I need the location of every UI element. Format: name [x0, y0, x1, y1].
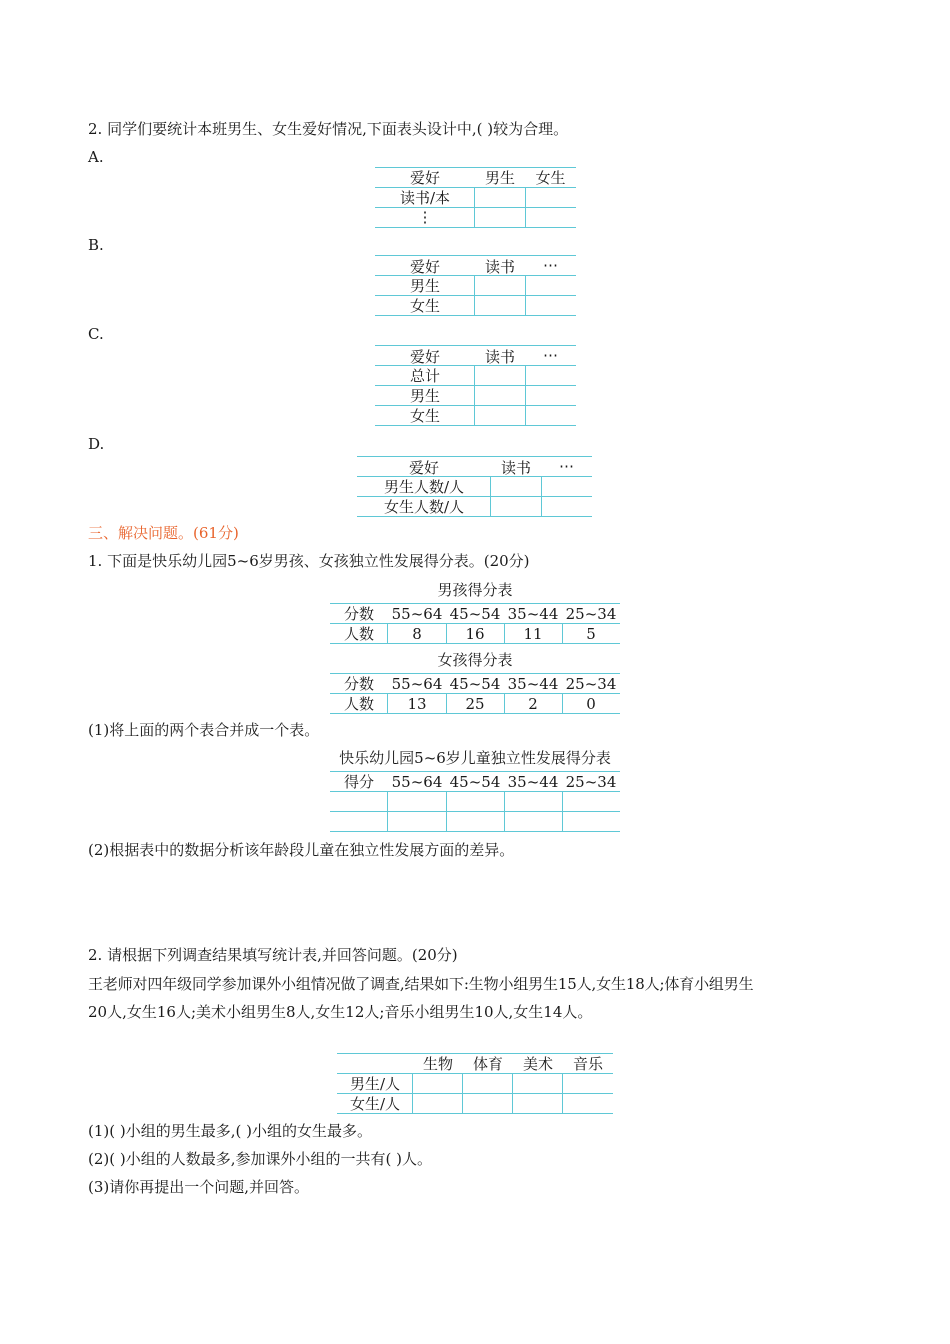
boys-header-55-64: 55~64: [391, 605, 443, 623]
merged-header-score: 得分: [343, 773, 374, 791]
girls-count-25-34: 0: [586, 695, 596, 713]
girls-count-55-64: 13: [407, 695, 427, 713]
option-c-header-reading: 读书: [484, 348, 515, 366]
girls-row-label: 人数: [343, 695, 374, 713]
merged-header-25-34: 25~34: [565, 773, 617, 791]
boys-row-label: 人数: [343, 625, 374, 643]
problem-2-sub-1: (1)( )小组的男生最多,( )小组的女生最多。: [88, 1122, 372, 1140]
option-a-table: [375, 167, 576, 229]
problem-1-sub-2: (2)根据表中的数据分析该年龄段儿童在独立性发展方面的差异。: [88, 841, 515, 859]
merged-header-55-64: 55~64: [391, 773, 443, 791]
option-a-row-reading: 读书/本: [399, 189, 451, 207]
option-b-row-boys: 男生: [409, 277, 440, 295]
group-header-art: 美术: [522, 1055, 553, 1073]
girls-header-55-64: 55~64: [391, 675, 443, 693]
boys-header-score: 分数: [343, 605, 374, 623]
problem-2-text-line-2: 20人,女生16人;美术小组男生8人,女生12人;音乐小组男生10人,女生14人。: [88, 1003, 593, 1021]
option-b-header-reading: 读书: [484, 258, 515, 276]
merged-score-table: [330, 771, 620, 833]
option-b-label: B.: [88, 236, 104, 254]
problem-2-sub-2: (2)( )小组的人数最多,参加课外小组的一共有( )人。: [88, 1150, 432, 1168]
option-d-row-girls-count: 女生人数/人: [383, 498, 465, 516]
girls-table-title: 女孩得分表: [437, 651, 513, 669]
group-row-girls: 女生/人: [349, 1095, 401, 1113]
group-row-boys: 男生/人: [349, 1075, 401, 1093]
option-b-header-hobby: 爱好: [409, 258, 440, 276]
option-d-row-boys-count: 男生人数/人: [383, 478, 465, 496]
option-c-row-girls: 女生: [409, 407, 440, 425]
activity-group-table: [337, 1053, 613, 1115]
option-a-header-girls: 女生: [535, 169, 566, 187]
boys-count-55-64: 8: [412, 625, 422, 643]
option-d-label: D.: [88, 435, 105, 453]
boys-header-45-54: 45~54: [449, 605, 501, 623]
boys-score-table: [330, 603, 620, 645]
girls-score-table: [330, 673, 620, 715]
problem-1-stem: 1. 下面是快乐幼儿园5~6岁男孩、女孩独立性发展得分表。(20分): [88, 552, 530, 570]
option-c-header-ellipsis: ⋯: [543, 346, 558, 364]
option-a-header-boys: 男生: [484, 169, 515, 187]
option-d-header-hobby: 爱好: [408, 459, 439, 477]
option-c-header-hobby: 爱好: [409, 348, 440, 366]
problem-2-text-line-1: 王老师对四年级同学参加课外小组情况做了调查,结果如下:生物小组男生15人,女生18人;体育小组男生: [88, 975, 754, 993]
option-b-table: [375, 255, 576, 317]
group-header-biology: 生物: [422, 1055, 453, 1073]
option-a-label: A.: [88, 148, 104, 166]
girls-header-35-44: 35~44: [507, 675, 559, 693]
merged-table-title: 快乐幼儿园5~6岁儿童独立性发展得分表: [339, 749, 611, 767]
problem-2-stem: 2. 请根据下列调查结果填写统计表,并回答问题。(20分): [88, 946, 458, 964]
section-3-heading: 三、解决问题。(61分): [88, 524, 239, 542]
boys-header-25-34: 25~34: [565, 605, 617, 623]
boys-count-25-34: 5: [586, 625, 596, 643]
group-header-sports: 体育: [472, 1055, 503, 1073]
boys-table-title: 男孩得分表: [437, 581, 513, 599]
boys-header-35-44: 35~44: [507, 605, 559, 623]
option-d-table: [357, 456, 592, 518]
merged-header-35-44: 35~44: [507, 773, 559, 791]
option-a-row-ellipsis: ⋮: [417, 208, 433, 226]
option-a-header-hobby: 爱好: [409, 169, 440, 187]
merged-header-45-54: 45~54: [449, 773, 501, 791]
option-d-header-ellipsis: ⋯: [559, 457, 574, 475]
boys-count-45-54: 16: [465, 625, 485, 643]
option-b-header-ellipsis: ⋯: [543, 256, 558, 274]
option-c-label: C.: [88, 325, 104, 343]
girls-header-45-54: 45~54: [449, 675, 501, 693]
problem-2-sub-3: (3)请你再提出一个问题,并回答。: [88, 1178, 310, 1196]
group-header-music: 音乐: [572, 1055, 603, 1073]
girls-count-45-54: 25: [465, 695, 485, 713]
option-c-table: [375, 345, 576, 427]
girls-header-score: 分数: [343, 675, 374, 693]
girls-count-35-44: 2: [528, 695, 538, 713]
question-2-stem: 2. 同学们要统计本班男生、女生爱好情况,下面表头设计中,( )较为合理。: [88, 120, 569, 138]
problem-1-sub-1: (1)将上面的两个表合并成一个表。: [88, 721, 320, 739]
girls-header-25-34: 25~34: [565, 675, 617, 693]
boys-count-35-44: 11: [523, 625, 543, 643]
option-c-row-total: 总计: [409, 367, 440, 385]
option-c-row-boys: 男生: [409, 387, 440, 405]
option-b-row-girls: 女生: [409, 297, 440, 315]
option-d-header-reading: 读书: [500, 459, 531, 477]
